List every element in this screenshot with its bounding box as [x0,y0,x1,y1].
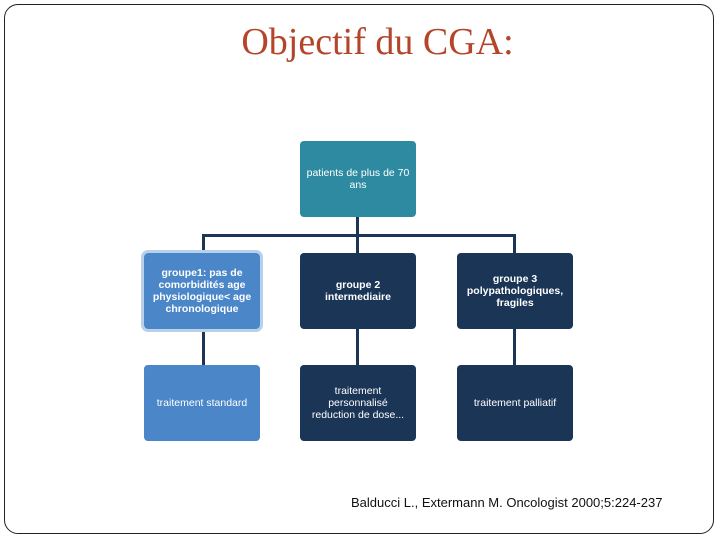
connector-horizontal [202,234,516,237]
slide-title: Objectif du CGA: [241,21,514,63]
group2-node: groupe 2 intermediaire [300,253,416,329]
connector-group3 [513,234,516,253]
citation: Balducci L., Extermann M. Oncologist 2000;5:224-237 [351,495,663,510]
connector-treatment2 [356,329,359,365]
connector-group2 [356,234,359,253]
connector-root-down [356,217,359,235]
treatment3-node: traitement palliatif [457,365,573,441]
connector-group1 [202,234,205,252]
group3-node: groupe 3 polypathologiques, fragiles [457,253,573,329]
connector-treatment3 [513,329,516,365]
connector-treatment1 [202,330,205,365]
treatment2-node: traitement personnalisé reduction de dose... [300,365,416,441]
group1-node: groupe1: pas de comorbidités age physiologique< age chronologique [144,253,260,329]
root-node: patients de plus de 70 ans [300,141,416,217]
treatment1-node: traitement standard [144,365,260,441]
